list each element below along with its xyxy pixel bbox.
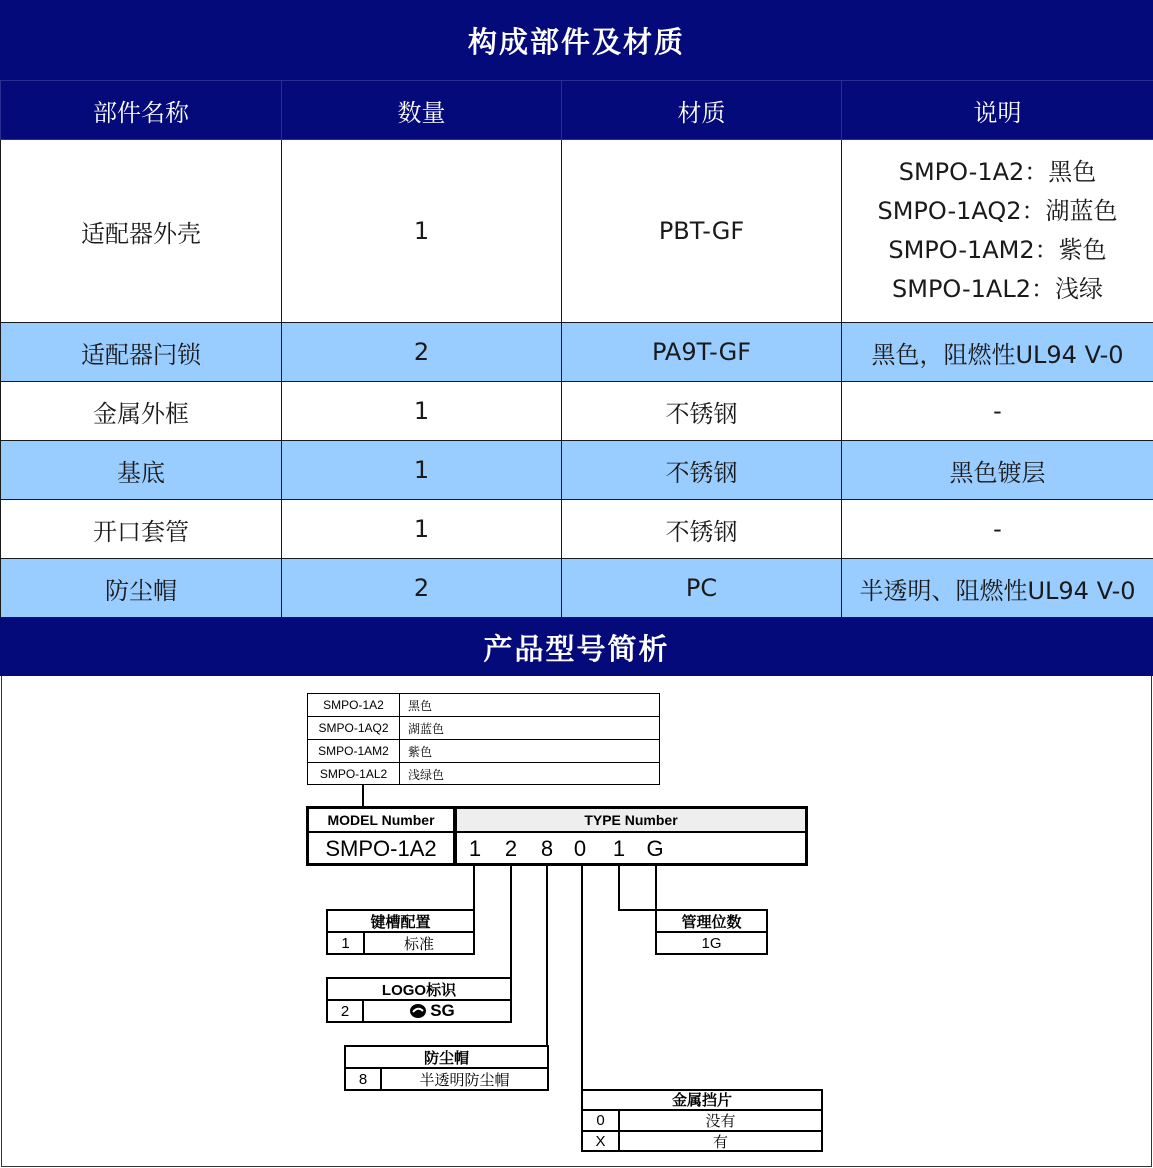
- variant-color: 黑色: [408, 698, 433, 713]
- part-note: 黑色镀层: [842, 441, 1153, 500]
- variant-color: 浅绿色: [408, 767, 445, 782]
- part-material: PBT-GF: [562, 140, 842, 323]
- metal-plate-code: X: [595, 1133, 606, 1150]
- part-name: 基底: [1, 441, 282, 500]
- logo-mark: [372, 1001, 492, 1021]
- type-digit: 0: [573, 835, 587, 861]
- variant-color: 紫色: [408, 744, 433, 759]
- part-material: 不锈钢: [562, 441, 842, 500]
- part-name: 防尘帽: [1, 559, 282, 618]
- note-line: SMPO-1AL2：浅绿: [892, 275, 1103, 303]
- part-note: -: [842, 500, 1153, 559]
- model-section-title: 产品型号简析: [0, 618, 1153, 676]
- management-value: 1G: [701, 934, 722, 952]
- part-material: PC: [562, 559, 842, 618]
- dust-cap-desc: 半透明防尘帽: [419, 1071, 510, 1089]
- logo-title: LOGO标识: [381, 981, 457, 999]
- note-line: SMPO-1AQ2：湖蓝色: [877, 197, 1118, 225]
- note-line: SMPO-1A2：黑色: [898, 158, 1097, 186]
- type-number-label: TYPE Number: [584, 812, 678, 828]
- sg-logo-icon: [409, 1003, 427, 1019]
- variant-model: SMPO-1AL2: [319, 767, 388, 781]
- metal-plate-desc: 有: [712, 1134, 728, 1151]
- part-name: 金属外框: [1, 382, 282, 441]
- logo-code: 2: [340, 1002, 350, 1020]
- type-digit: 8: [540, 835, 554, 861]
- key-slot-title: 键槽配置: [370, 913, 431, 931]
- part-note: 半透明、阻燃性UL94 V-0: [842, 559, 1153, 618]
- management-title: 管理位数: [681, 913, 742, 931]
- part-qty: 2: [282, 559, 562, 618]
- part-material: PA9T-GF: [562, 323, 842, 382]
- type-digit: 2: [504, 835, 518, 861]
- variant-model: SMPO-1AM2: [318, 744, 389, 758]
- variant-color: 湖蓝色: [408, 721, 445, 736]
- type-digit: G: [646, 835, 664, 861]
- metal-plate-code: 0: [596, 1112, 605, 1129]
- part-note: -: [842, 382, 1153, 441]
- part-note: 黑色，阻燃性UL94 V-0: [842, 323, 1153, 382]
- column-header: 数量: [282, 81, 562, 140]
- column-header: 材质: [562, 81, 842, 140]
- variant-model: SMPO-1A2: [323, 698, 384, 712]
- column-header: 说明: [842, 81, 1153, 140]
- part-qty: 1: [282, 441, 562, 500]
- part-name: 开口套管: [1, 500, 282, 559]
- logo-desc: SG: [430, 1001, 455, 1020]
- part-material: 不锈钢: [562, 500, 842, 559]
- parts-section-title: 构成部件及材质: [0, 0, 1153, 80]
- part-name: 适配器闩锁: [1, 323, 282, 382]
- part-qty: 1: [282, 140, 562, 323]
- metal-plate-desc: 没有: [705, 1113, 736, 1130]
- column-header: 部件名称: [1, 81, 282, 140]
- note-line: SMPO-1AM2：紫色: [888, 236, 1107, 264]
- model-number-label: MODEL Number: [327, 812, 435, 828]
- dust-cap-code: 8: [358, 1070, 368, 1088]
- key-slot-code: 1: [341, 934, 350, 952]
- part-qty: 1: [282, 500, 562, 559]
- dust-cap-title: 防尘帽: [423, 1049, 469, 1067]
- part-qty: 2: [282, 323, 562, 382]
- variant-model: SMPO-1AQ2: [318, 721, 389, 735]
- type-digit: 1: [612, 835, 626, 861]
- part-qty: 1: [282, 382, 562, 441]
- part-name: 适配器外壳: [1, 140, 282, 323]
- part-material: 不锈钢: [562, 382, 842, 441]
- type-digit: 1: [468, 835, 482, 861]
- metal-plate-title: 金属挡片: [671, 1092, 732, 1109]
- model-number-value: SMPO-1A2: [325, 835, 437, 861]
- key-slot-desc: 标准: [403, 935, 434, 953]
